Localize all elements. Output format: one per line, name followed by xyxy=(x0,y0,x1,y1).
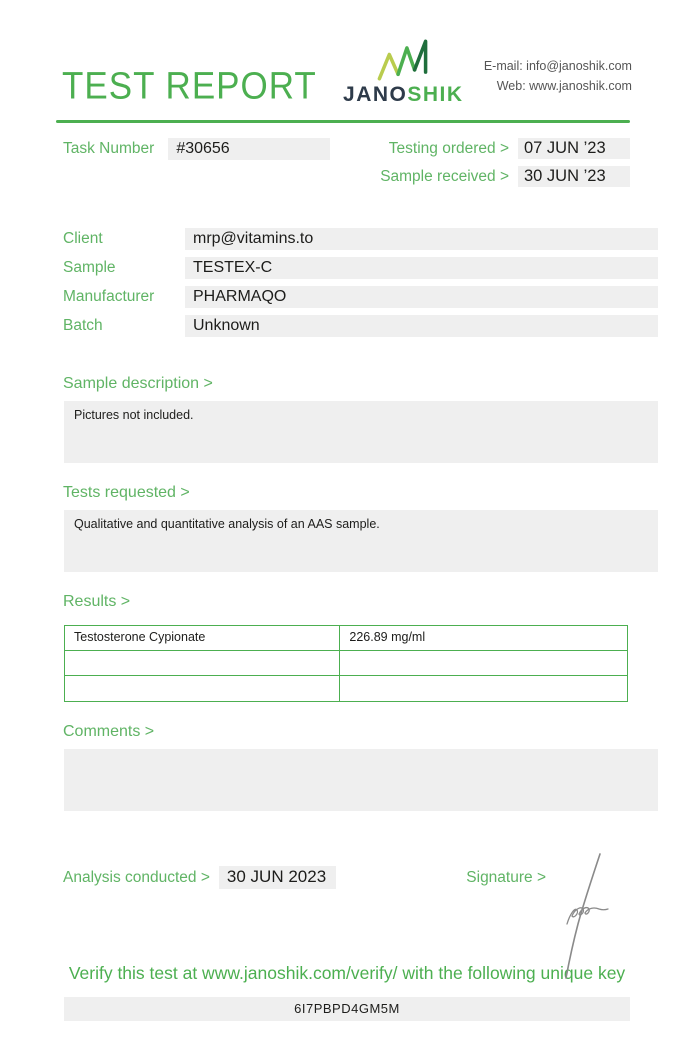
verify-key: 6I7PBPD4GM5M xyxy=(64,997,630,1021)
contact-web: Web: www.janoshik.com xyxy=(496,78,632,93)
brand-logo xyxy=(337,38,464,105)
result-substance: Testosterone Cypionate xyxy=(65,626,340,650)
results-table xyxy=(64,625,628,702)
results-heading: Results > xyxy=(63,593,131,610)
results-row xyxy=(65,676,627,701)
comments-heading: Comments > xyxy=(63,723,155,740)
results-row xyxy=(65,626,627,651)
sample-value: TESTEX-C xyxy=(185,257,658,279)
header-divider xyxy=(56,120,630,123)
tests-requested-box: Qualitative and quantitative analysis of an AAS sample. xyxy=(64,510,658,572)
results-row xyxy=(65,651,627,676)
analysis-conducted xyxy=(63,866,336,889)
result-value xyxy=(340,676,627,701)
page-title: TEST REPORT xyxy=(62,65,317,108)
manufacturer-label: Manufacturer xyxy=(63,288,155,305)
detail-row-sample xyxy=(63,257,658,279)
detail-row-batch xyxy=(63,315,658,337)
sample-received-value: 30 JUN ’23 xyxy=(518,166,630,187)
result-value xyxy=(340,651,627,675)
contact-info xyxy=(484,57,632,96)
client-value: mrp@vitamins.to xyxy=(185,228,658,250)
report-footer xyxy=(63,866,546,889)
task-number-value: #30656 xyxy=(168,138,330,160)
detail-row-manufacturer xyxy=(63,286,658,308)
testing-ordered-label: Testing ordered > xyxy=(388,139,509,157)
batch-value: Unknown xyxy=(185,315,658,337)
analysis-conducted-label: Analysis conducted > xyxy=(63,868,210,886)
manufacturer-value: PHARMAQO xyxy=(185,286,658,308)
contact-email: E-mail: info@janoshik.com xyxy=(483,59,632,74)
growth-chart-icon xyxy=(375,38,432,82)
sample-received-row xyxy=(380,166,630,187)
result-value: 226.89 mg/ml xyxy=(349,630,426,644)
client-details xyxy=(63,228,658,337)
testing-ordered-row xyxy=(380,138,630,159)
testing-ordered-value: 07 JUN ’23 xyxy=(518,138,630,159)
result-substance xyxy=(65,676,340,701)
task-number-label: Task Number xyxy=(63,140,155,157)
signature-image xyxy=(554,850,616,982)
sample-label: Sample xyxy=(63,259,116,276)
client-label: Client xyxy=(63,230,103,247)
comments-box xyxy=(64,749,658,811)
detail-row-client xyxy=(63,228,658,250)
verify-instruction: Verify this test at www.janoshik.com/verify/ with the following unique key xyxy=(68,963,626,983)
sample-description-box: Pictures not included. xyxy=(64,401,658,463)
task-section xyxy=(63,138,630,187)
sample-description-heading: Sample description > xyxy=(63,375,213,392)
analysis-date: 30 JUN 2023 xyxy=(219,866,336,889)
brand-wordmark-green: SHIK xyxy=(407,83,464,106)
brand-wordmark xyxy=(343,84,464,105)
signature-label: Signature > xyxy=(466,868,546,886)
brand-wordmark-dark: JANO xyxy=(343,83,408,106)
batch-label: Batch xyxy=(63,317,103,334)
result-substance xyxy=(65,651,340,675)
sample-received-label: Sample received > xyxy=(380,167,509,185)
tests-requested-heading: Tests requested > xyxy=(63,484,190,501)
report-header xyxy=(62,38,632,108)
